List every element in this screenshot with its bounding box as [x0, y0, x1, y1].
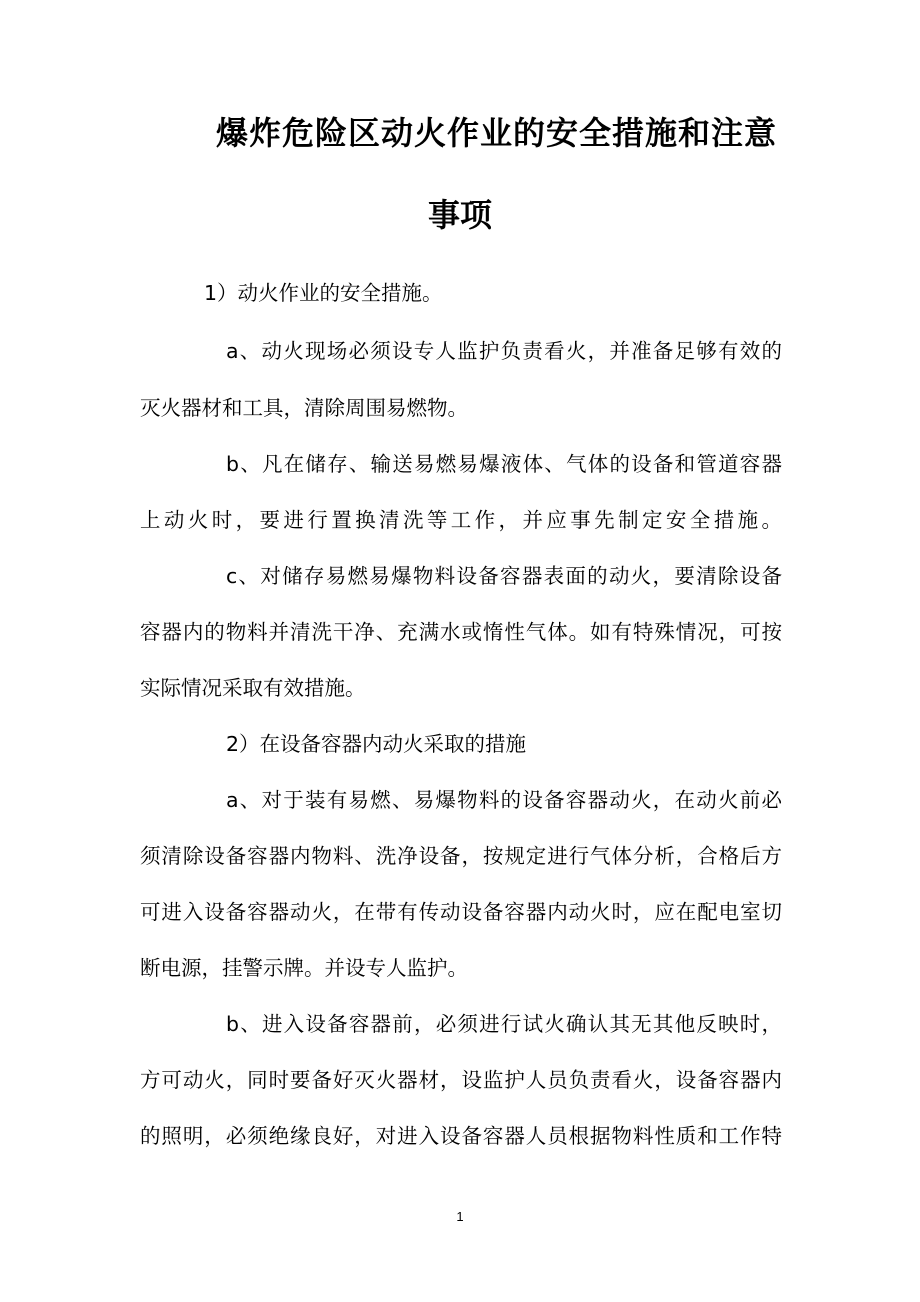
- paragraph-line: 方可动火，同时要备好灭火器材，设监护人员负责看火，设备容器内: [140, 1068, 782, 1092]
- paragraph-line: c、对储存易燃易爆物料设备容器表面的动火，要清除设备: [226, 564, 782, 588]
- paragraph-line: 的照明，必须绝缘良好，对进入设备容器人员根据物料性质和工作特: [140, 1124, 782, 1148]
- paragraph-line: 可进入设备容器动火，在带有传动设备容器内动火时，应在配电室切: [140, 900, 782, 924]
- paragraph-line: 灭火器材和工具，清除周围易燃物。: [140, 396, 468, 420]
- paragraph-line: a、对于装有易燃、易爆物料的设备容器动火，在动火前必: [226, 788, 782, 812]
- paragraph-line: 上动火时，要进行置换清洗等工作，并应事先制定安全措施。: [140, 508, 782, 532]
- paragraph-line: b、凡在储存、输送易燃易爆液体、气体的设备和管道容器: [226, 452, 782, 476]
- paragraph-line: a、动火现场必须设专人监护负责看火，并准备足够有效的: [226, 339, 782, 363]
- paragraph-line: 容器内的物料并清洗干净、充满水或惰性气体。如有特殊情况，可按: [140, 620, 782, 644]
- document-title-line-1: 爆炸危险区动火作业的安全措施和注意: [216, 114, 776, 152]
- page-number: 1: [456, 1209, 464, 1224]
- paragraph-line: 实际情况采取有效措施。: [140, 676, 366, 700]
- section-heading-2: 2）在设备容器内动火采取的措施: [226, 732, 527, 756]
- section-heading-1: 1）动火作业的安全措施。: [204, 281, 443, 305]
- paragraph-line: b、进入设备容器前，必须进行试火确认其无其他反映时，: [226, 1012, 782, 1036]
- paragraph-line: 须清除设备容器内物料、洗净设备，按规定进行气体分析，合格后方: [140, 844, 782, 868]
- document-title-line-2: 事项: [427, 196, 492, 234]
- paragraph-line: 断电源，挂警示牌。并设专人监护。: [140, 956, 468, 980]
